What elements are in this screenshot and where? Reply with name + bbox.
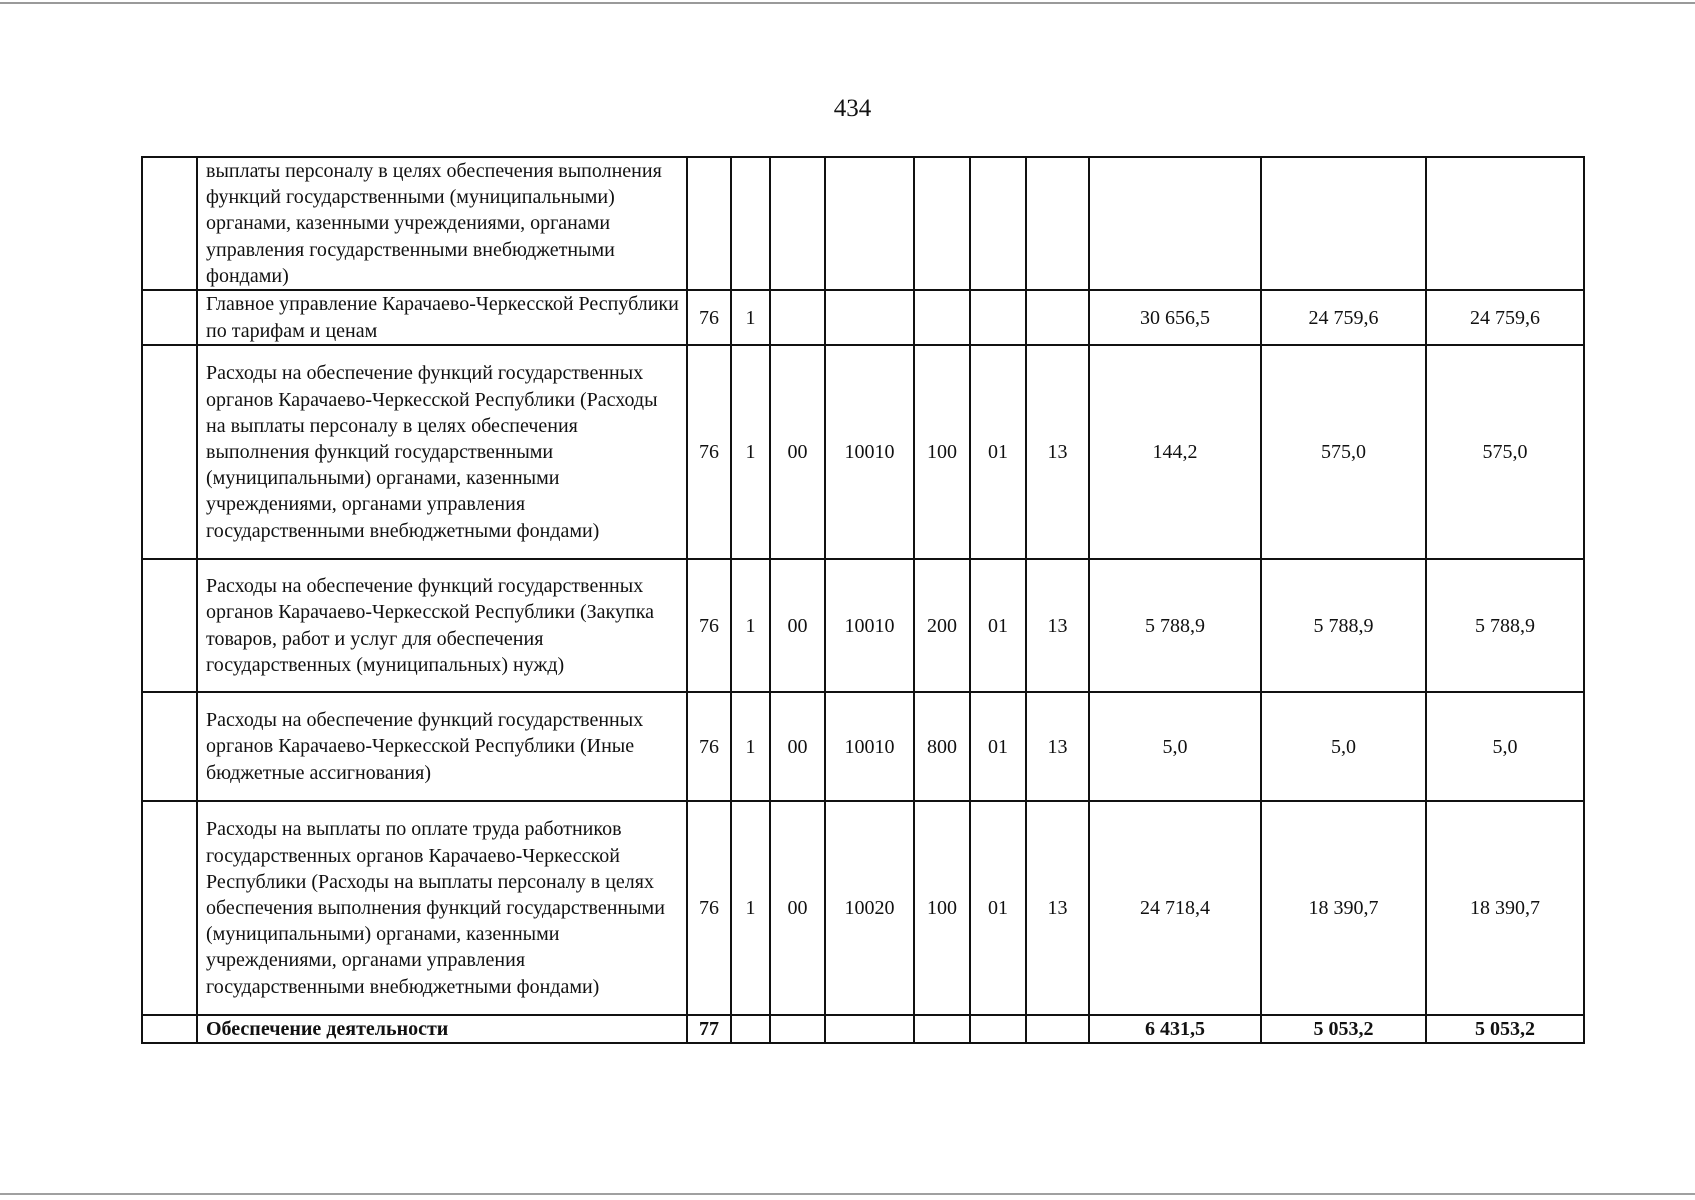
section-cell [970, 290, 1026, 345]
page-number: 434 [833, 95, 872, 122]
amount-cell-3: 18 390,7 [1426, 801, 1584, 1015]
scan-edge-bottom [0, 1193, 1695, 1195]
row-index-cell [142, 345, 197, 559]
row-name-cell: Обеспечение деятельности [197, 1015, 687, 1043]
table-row [142, 157, 1584, 290]
expense-type-cell: 200 [914, 559, 970, 692]
subsection-cell: 13 [1026, 692, 1089, 801]
ministry-code-cell: 76 [687, 345, 731, 559]
scan-edge-top [0, 2, 1695, 4]
section-cell [970, 1015, 1026, 1043]
amount-cell-3: 575,0 [1426, 345, 1584, 559]
row-index-cell [142, 290, 197, 345]
subsection-cell: 13 [1026, 801, 1089, 1015]
subsection-cell: 13 [1026, 345, 1089, 559]
ministry-code-cell: 76 [687, 559, 731, 692]
subprogram-code-cell: 00 [770, 801, 825, 1015]
row-index-cell [142, 1015, 197, 1043]
amount-cell-2: 5 788,9 [1261, 559, 1426, 692]
table-row [142, 692, 1584, 801]
amount-cell-3: 24 759,6 [1426, 290, 1584, 345]
ministry-code-cell: 77 [687, 1015, 731, 1043]
direction-code-cell [825, 290, 914, 345]
section-cell: 01 [970, 801, 1026, 1015]
section-cell: 01 [970, 345, 1026, 559]
table-row [142, 559, 1584, 692]
row-index-cell [142, 801, 197, 1015]
table-row-total [142, 1015, 1584, 1043]
table-row [142, 801, 1584, 1015]
expense-type-cell: 100 [914, 345, 970, 559]
direction-code-cell [825, 1015, 914, 1043]
subsection-cell [1026, 1015, 1089, 1043]
direction-code-cell: 10010 [825, 345, 914, 559]
subprogram-code-cell [770, 157, 825, 290]
amount-cell-1: 5,0 [1089, 692, 1261, 801]
section-cell [970, 157, 1026, 290]
expense-type-cell: 100 [914, 801, 970, 1015]
expense-type-cell: 800 [914, 692, 970, 801]
row-index-cell [142, 157, 197, 290]
section-cell: 01 [970, 559, 1026, 692]
amount-cell-2: 18 390,7 [1261, 801, 1426, 1015]
amount-cell-2 [1261, 157, 1426, 290]
amount-cell-3: 5,0 [1426, 692, 1584, 801]
expense-type-cell [914, 157, 970, 290]
subsection-cell [1026, 290, 1089, 345]
row-name-cell: выплаты персоналу в целях обеспечения выполнения функций государственными (муниципальными) органами, казенными учреждениями, органами управления государственными внебюджетными фондами) [197, 157, 687, 290]
amount-cell-3: 5 053,2 [1426, 1015, 1584, 1043]
amount-cell-2: 575,0 [1261, 345, 1426, 559]
subprogram-code-cell: 00 [770, 559, 825, 692]
direction-code-cell: 10010 [825, 692, 914, 801]
program-code-cell [731, 1015, 770, 1043]
ministry-code-cell [687, 157, 731, 290]
subprogram-code-cell [770, 1015, 825, 1043]
amount-cell-1 [1089, 157, 1261, 290]
expense-type-cell [914, 290, 970, 345]
amount-cell-3: 5 788,9 [1426, 559, 1584, 692]
amount-cell-2: 5 053,2 [1261, 1015, 1426, 1043]
amount-cell-1: 30 656,5 [1089, 290, 1261, 345]
subprogram-code-cell: 00 [770, 692, 825, 801]
subprogram-code-cell: 00 [770, 345, 825, 559]
program-code-cell: 1 [731, 290, 770, 345]
direction-code-cell: 10020 [825, 801, 914, 1015]
program-code-cell: 1 [731, 559, 770, 692]
row-name-cell: Расходы на обеспечение функций государственных органов Карачаево-Черкесской Республики (Иные бюджетные ассигнования) [197, 692, 687, 801]
ministry-code-cell: 76 [687, 290, 731, 345]
program-code-cell [731, 157, 770, 290]
row-index-cell [142, 692, 197, 801]
row-index-cell [142, 559, 197, 692]
program-code-cell: 1 [731, 692, 770, 801]
amount-cell-3 [1426, 157, 1584, 290]
table-row [142, 290, 1584, 345]
subsection-cell: 13 [1026, 559, 1089, 692]
amount-cell-1: 5 788,9 [1089, 559, 1261, 692]
ministry-code-cell: 76 [687, 692, 731, 801]
subprogram-code-cell [770, 290, 825, 345]
budget-table [141, 156, 1585, 1044]
amount-cell-1: 24 718,4 [1089, 801, 1261, 1015]
amount-cell-2: 24 759,6 [1261, 290, 1426, 345]
amount-cell-2: 5,0 [1261, 692, 1426, 801]
ministry-code-cell: 76 [687, 801, 731, 1015]
amount-cell-1: 6 431,5 [1089, 1015, 1261, 1043]
direction-code-cell: 10010 [825, 559, 914, 692]
subsection-cell [1026, 157, 1089, 290]
section-cell: 01 [970, 692, 1026, 801]
amount-cell-1: 144,2 [1089, 345, 1261, 559]
row-name-cell: Расходы на обеспечение функций государственных органов Карачаево-Черкесской Республики (Закупка товаров, работ и услуг для обеспечения государственных (муниципальных) нужд) [197, 559, 687, 692]
table-row [142, 345, 1584, 559]
expense-type-cell [914, 1015, 970, 1043]
direction-code-cell [825, 157, 914, 290]
program-code-cell: 1 [731, 345, 770, 559]
row-name-cell: Расходы на выплаты по оплате труда работников государственных органов Карачаево-Черкесской Республики (Расходы на выплаты персоналу в целях обеспечения выполнения функций государственными (муниципальными) органами, казенными учреждениями, органами управления государственными внебюджетными фондами) [197, 801, 687, 1015]
program-code-cell: 1 [731, 801, 770, 1015]
row-name-cell: Главное управление Карачаево-Черкесской Республики по тарифам и ценам [197, 290, 687, 345]
row-name-cell: Расходы на обеспечение функций государственных органов Карачаево-Черкесской Республики (Расходы на выплаты персоналу в целях обеспечения выполнения функций государственными (муниципальными) органами, казенными учреждениями, органами управления государственными внебюджетными фондами) [197, 345, 687, 559]
